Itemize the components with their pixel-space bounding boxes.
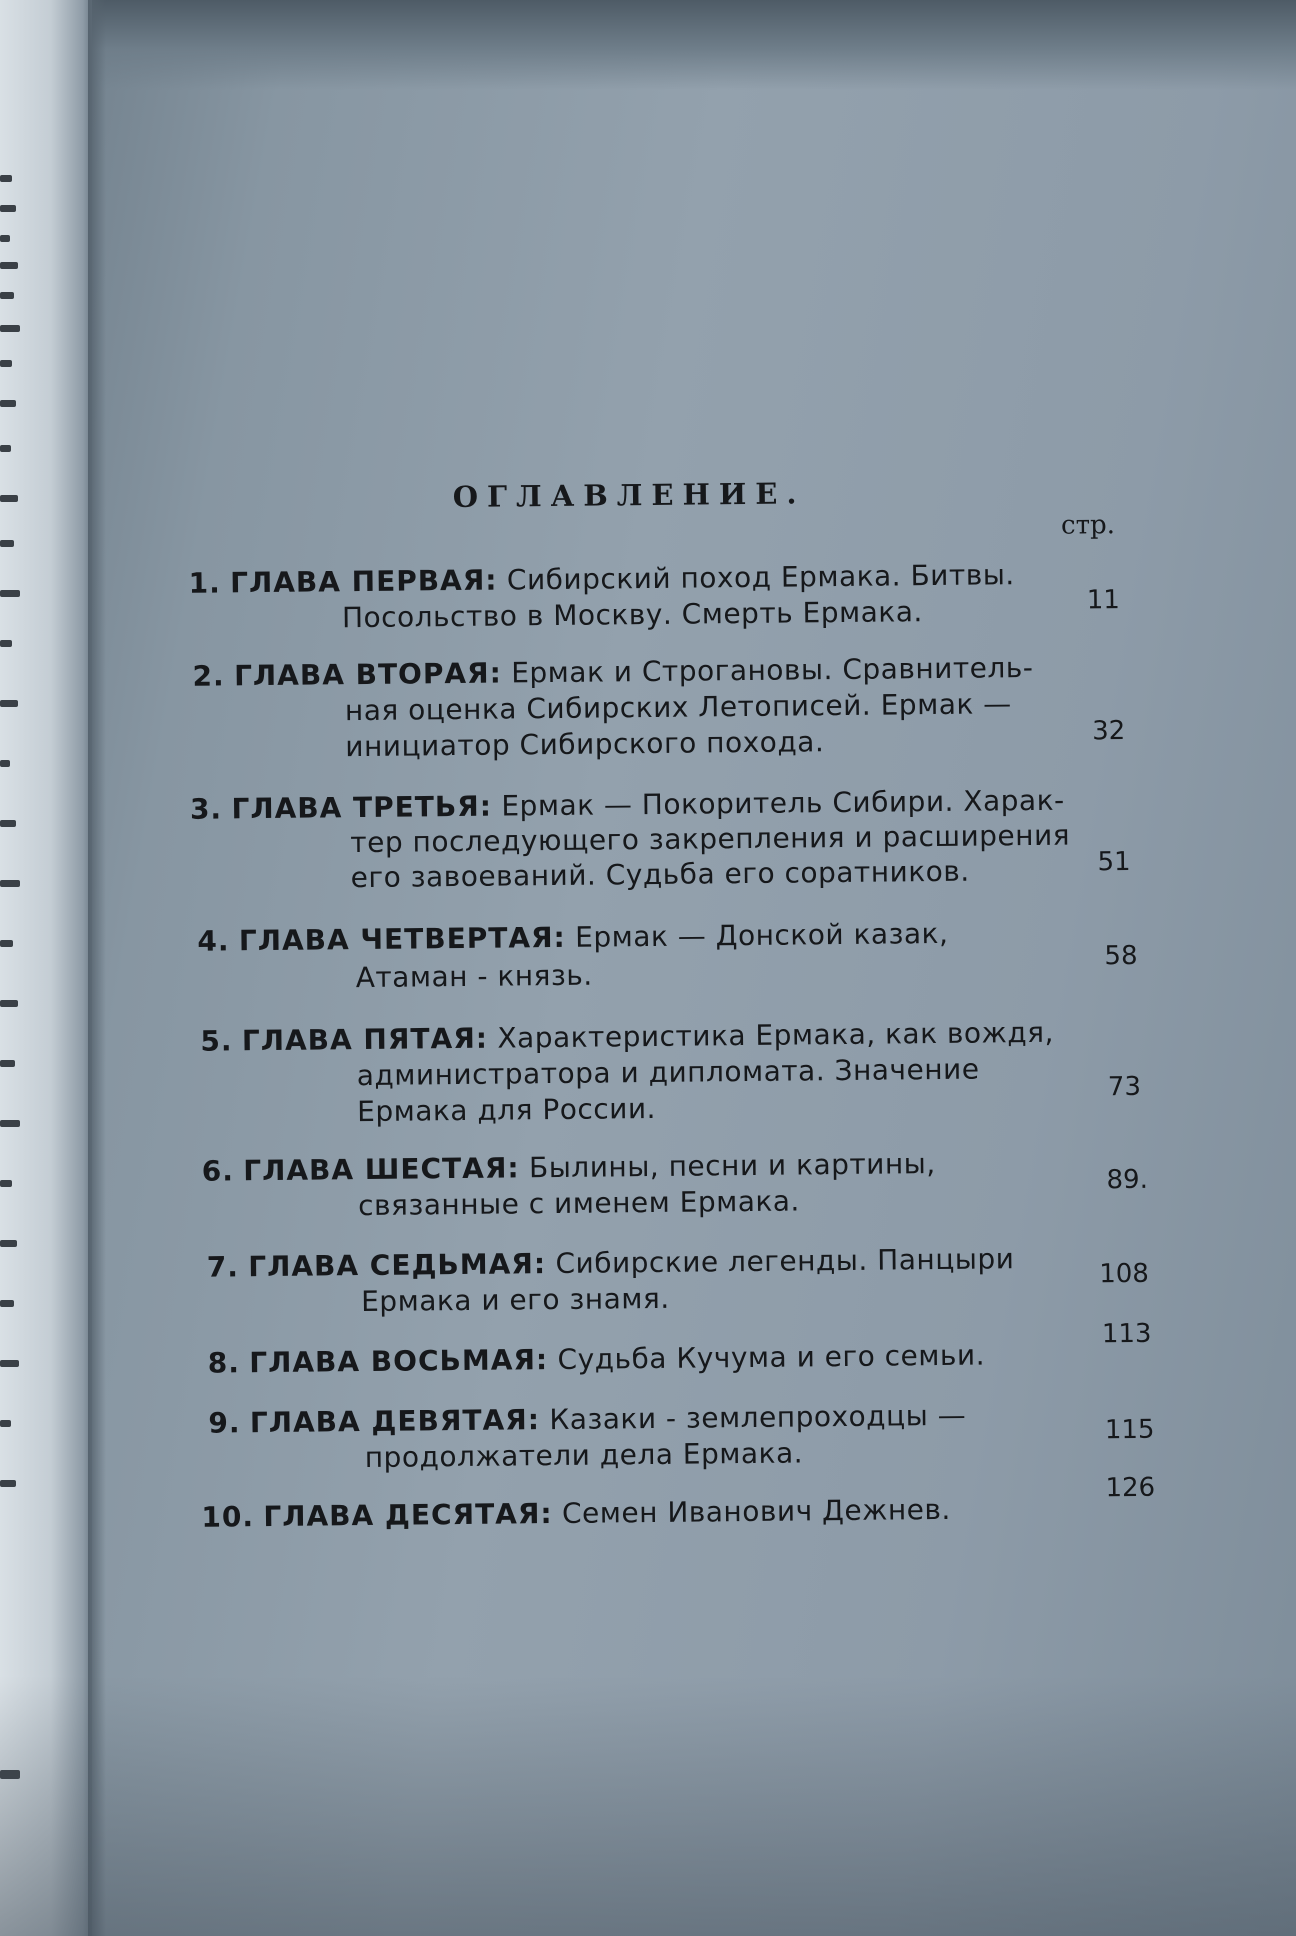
chapter-label: ГЛАВА ВОСЬМАЯ: xyxy=(249,1343,549,1380)
entry-text: Посольство в Москву. Смерть Ермака. xyxy=(341,595,923,635)
page-number: 11 xyxy=(1086,585,1120,616)
toc-title: ОГЛАВЛЕНИЕ. xyxy=(452,476,806,515)
entry-text: Ермака для России. xyxy=(356,1091,657,1129)
entry-text: его завоеваний. Судьба его соратников. xyxy=(350,854,970,895)
entry-text: Сибирский поход Ермака. Битвы. xyxy=(506,558,1015,597)
entry-text: продолжатели дела Ермака. xyxy=(364,1436,804,1475)
entry-text: тер последующего закрепления и расширения xyxy=(350,818,1071,860)
entry-first-line xyxy=(207,1242,1015,1283)
entry-number: 8. xyxy=(207,1346,241,1380)
entry-text: Былины, песни и картины, xyxy=(528,1147,936,1185)
entry-first-line xyxy=(192,651,1033,693)
chapter-label: ГЛАВА ТРЕТЬЯ: xyxy=(231,789,493,826)
entry-number: 1. xyxy=(188,566,221,600)
chapter-label: ГЛАВА ПЕРВАЯ: xyxy=(229,563,498,600)
chapter-label: ГЛАВА ЧЕТВЕРТАЯ: xyxy=(238,920,566,958)
entry-number: 9. xyxy=(208,1406,241,1440)
chapter-label: ГЛАВА ДЕВЯТАЯ: xyxy=(249,1403,541,1440)
entry-text: связанные с именем Ермака. xyxy=(357,1184,801,1223)
chapter-label: ГЛАВА СЕДЬМАЯ: xyxy=(248,1247,547,1284)
entry-first-line xyxy=(208,1339,986,1380)
page-number: 115 xyxy=(1104,1414,1155,1446)
entry-number: 3. xyxy=(189,792,223,826)
chapter-label: ГЛАВА ШЕСТАЯ: xyxy=(243,1151,520,1188)
entry-first-line xyxy=(197,917,948,958)
entry-first-line xyxy=(202,1147,936,1188)
entry-text: Характеристика Ермака, как вождя, xyxy=(497,1015,1055,1055)
entry-text: Ермак и Строгановы. Сравнитель- xyxy=(511,650,1034,690)
entry-first-line xyxy=(200,1016,1054,1058)
page-number: 108 xyxy=(1099,1258,1150,1290)
entry-text: Казаки - землепроходцы — xyxy=(549,1398,967,1437)
chapter-label: ГЛАВА ПЯТАЯ: xyxy=(241,1021,489,1058)
entry-number: 2. xyxy=(192,659,225,693)
chapter-label: ГЛАВА ДЕСЯТАЯ: xyxy=(263,1497,553,1534)
entry-text: Сибирские легенды. Панцыри xyxy=(555,1242,1015,1281)
entry-number: 7. xyxy=(206,1250,240,1284)
entry-text: Ермак — Донской казак, xyxy=(575,916,949,954)
page-number: 51 xyxy=(1097,846,1131,878)
chapter-label: ГЛАВА ВТОРАЯ: xyxy=(233,656,503,693)
entry-text: Семен Иванович Дежнев. xyxy=(561,1492,951,1530)
page-number: 89. xyxy=(1106,1164,1149,1196)
entry-first-line xyxy=(201,1493,951,1534)
entry-first-line xyxy=(188,558,1014,600)
page-number: 32 xyxy=(1091,716,1126,747)
entry-number: 4. xyxy=(197,924,230,958)
entry-text: инициатор Сибирского похода. xyxy=(345,725,825,764)
page-column-label: стр. xyxy=(1060,510,1116,541)
entry-number: 5. xyxy=(200,1024,233,1058)
page-number: 126 xyxy=(1105,1472,1156,1504)
entry-text: ная оценка Сибирских Летописей. Ермак — xyxy=(344,687,1012,728)
page-number: 58 xyxy=(1104,940,1138,972)
entry-first-line xyxy=(208,1399,966,1440)
entry-text: Ермак — Покоритель Сибири. Харак- xyxy=(501,783,1065,823)
entry-number: 10. xyxy=(201,1500,255,1534)
page-number: 73 xyxy=(1107,1071,1142,1103)
entry-text: Судьба Кучума и его семьи. xyxy=(557,1338,986,1376)
entry-text: администратора и дипломата. Значение xyxy=(356,1052,980,1093)
page-number: 113 xyxy=(1101,1318,1152,1350)
entry-text: Атаман - князь. xyxy=(355,958,593,995)
entry-text: Ермака и его знамя. xyxy=(360,1281,670,1319)
entry-number: 6. xyxy=(201,1154,235,1188)
